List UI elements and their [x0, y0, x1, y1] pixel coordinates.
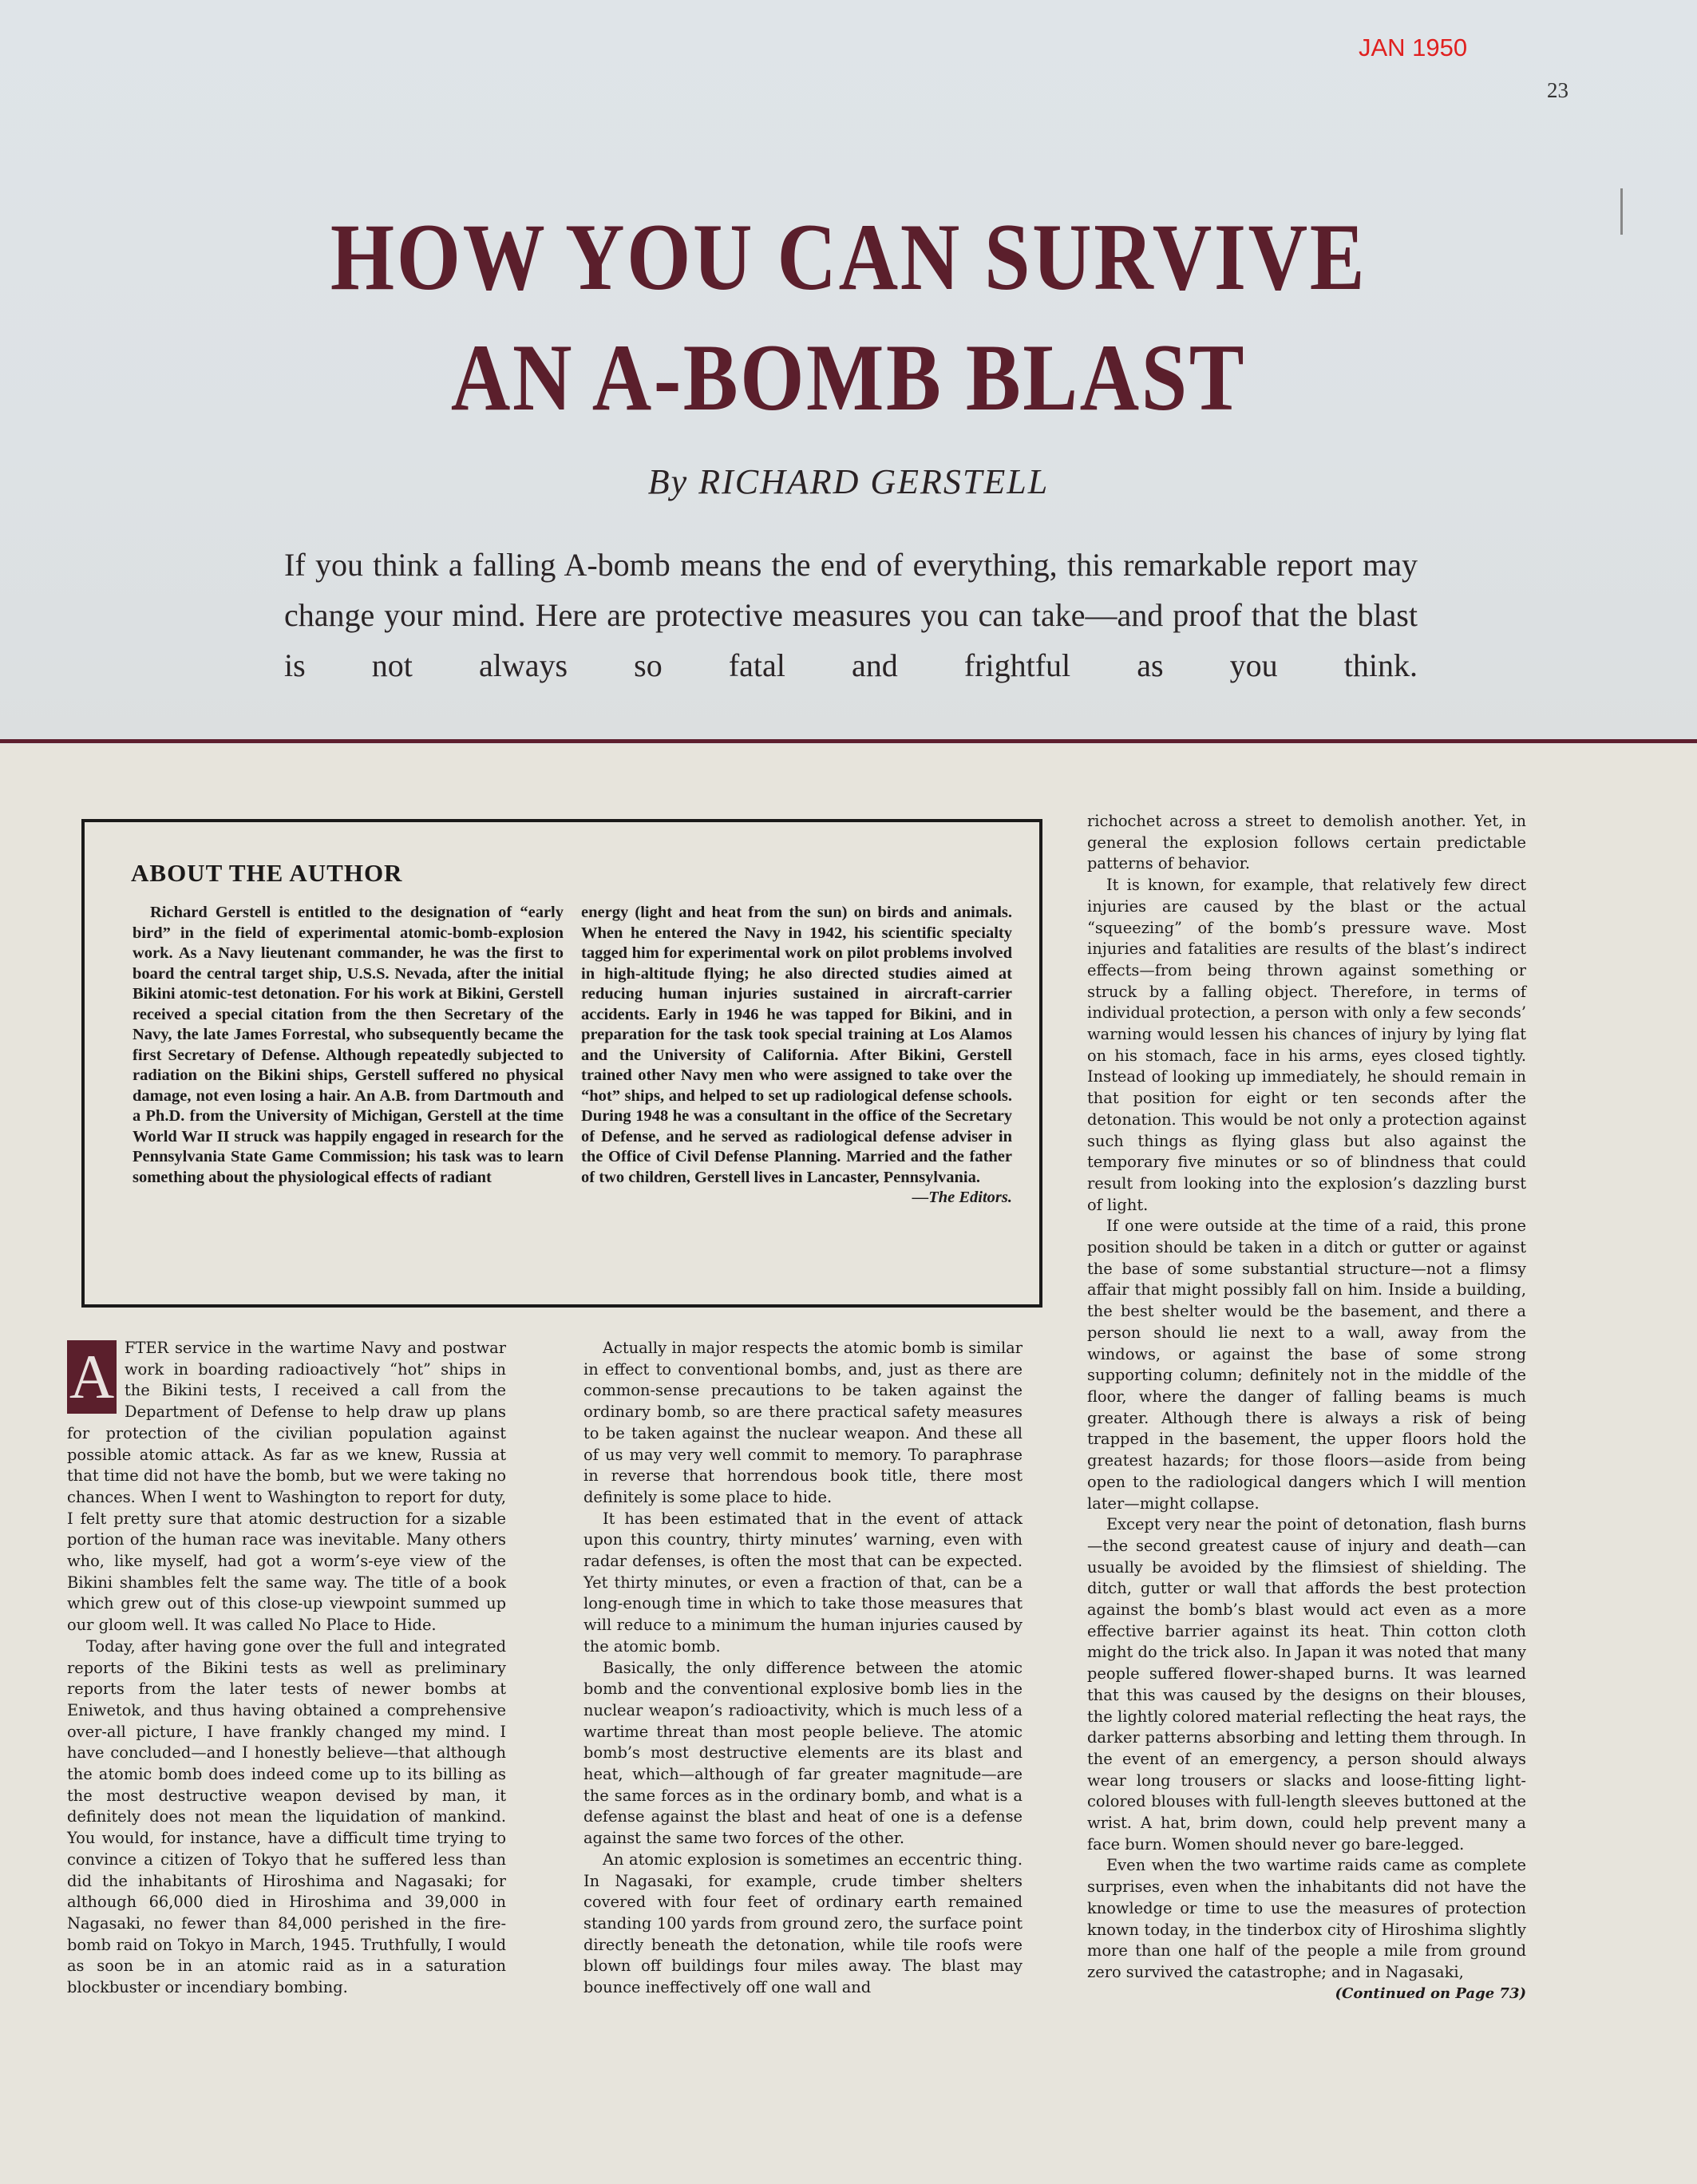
final-paragraph-text: Even when the two wartime raids came as complete surprises, even when the inhabitants did not have the knowledge or time to use the measures of protection known today, in the tinderbox city of Hiroshima slightly more than one half of the people a mile from ground zero survived the catastrophe; and in Nagasaki, — [1087, 1856, 1526, 1981]
article-paragraph: An atomic explosion is sometimes an eccentric thing. In Nagasaki, for example, crude timber shelters covered with four feet of ordinary earth remained standing 100 yards from ground zero, the surface point directly beneath the detonation, while tile roofs were blown off buildings four miles away. The blast may bounce ineffectively off one wall and — [583, 1850, 1023, 1997]
opening-paragraph-text: FTER service in the wartime Navy and postwar work in boarding radioactively “hot” ships in the Bikini tests, I received a call from the Department of Defense to help draw up plans for protection of the civilian population against possible atomic attack. As far as we knew, Russia at that time did not have the bomb, but we were taking no chances. When I went to Washington to report for duty, I felt pretty sure that atomic destruction for a sizable portion of the human race was inevitable. Many others who, like myself, had got a worm’s-eye view of the Bikini shambles felt the same way. The title of a book which grew out of this close-up viewpoint summed up our gloom well. It was called No Place to Hide. — [67, 1339, 506, 1635]
article-paragraph: richochet across a street to demolish another. Yet, in general the explosion follows certain predictable patterns of behavior. — [1087, 812, 1526, 873]
article-paragraph — [67, 1338, 506, 1636]
drop-cap: A — [67, 1340, 117, 1414]
scan-edge-mark — [1620, 188, 1623, 235]
article-column-left — [67, 1338, 506, 1999]
article-paragraph — [1087, 1855, 1526, 2002]
editors-signoff: —The Editors. — [912, 1189, 1012, 1206]
article-column-right — [1087, 811, 1526, 2004]
article-paragraph: It is known, for example, that relatively few direct injuries are caused by the blast or the actual “squeezing” of the bomb’s pressure wave. Most injuries and fatalities are results of the blast’s indirect effects—from being thrown against something or struck by a falling object. Therefore, in terms of individual protection, a person with only a few seconds’ warning would lessen his chances of injury by lying flat on his stomach, face in his arms, eyes closed tightly. Instead of looking up immediately, he should remain in that position for eight or ten seconds after the detonation. This would be not only a protection against such things as flying glass but also against the temporary five minutes or so of blindness that could result from looking into the explosion’s dazzling burst of light. — [1087, 876, 1526, 1214]
about-the-author-column-2-text: energy (light and heat from the sun) on birds and animals. When he entered the Navy in 1942, his scientific specialty tagged him for experimental work on pilot problems involved in high-altitude flying; he also directed studies aimed at reducing human injuries sustained in aircraft-carrier accidents. Early in 1946 he was tapped for Bikini, and in preparation for the task took special training at Los Alamos and the University of California. After Bikini, Gerstell trained other Navy men who were assigned to take over the “hot” ships, and helped to set up radiological defense schools. During 1948 he was a consultant in the office of the Secretary of Defense, and he served as radiological defense adviser in the Office of Civil Defense Planning. Married and the father of two children, Gerstell lives in Lancaster, Pennsylvania. — [581, 904, 1012, 1186]
byline: By RICHARD GERSTELL — [647, 462, 1050, 501]
about-the-author-column-1: Richard Gerstell is entitled to the designation of “early bird” in the field of experimental atomic-bomb-explosion work. As a Navy lieutenant commander, he was the first to board the central target ship, U.S.S. Nevada, after the initial Bikini atomic-test detonation. For his work at Bikini, Gerstell received a special citation from the then Secretary of the Navy, the late James Forrestal, who subsequently became the first Secretary of Defense. Although repeatedly subjected to radiation on the Bikini ships, Gerstell suffered no physical damage, not even losing a hair. An A.B. from Dartmouth and a Ph.D. from the University of Michigan, Gerstell at the time World War II struck was happily engaged in research for the Pennsylvania State Game Commission; his task was to learn something about the physiological effects of radiant — [133, 904, 564, 1186]
page-number: 23 — [1547, 78, 1568, 102]
article-title-line-1: HOW YOU CAN SURVIVE — [330, 204, 1367, 310]
article-paragraph: It has been estimated that in the event of attack upon this country, thirty minutes’ warning, even with radar defenses, is often the most that can be expected. Yet thirty minutes, or even a fraction of that, can be a long-enough time in which to take those measures that will reduce to a minimum the human injuries caused by the atomic bomb. — [583, 1509, 1023, 1656]
article-column-middle — [583, 1338, 1023, 1999]
article-paragraph: Except very near the point of detonation, flash burns—the second greatest cause of injury and death—can usually be avoided by the flimsiest of shielding. The ditch, gutter or wall that affords the best protection against the bomb’s blast would act even as a more effective barrier against its heat. Thin cotton cloth might do the trick also. In Japan it was noted that many people suffered flower-shaped burns. It was learned that this was caused by the designs on their blouses, the lightly colored material reflecting the heat rays, the darker patterns absorbing and letting them through. In the event of an emergency, a person should always wear long trousers or slacks and loose-fitting light-colored blouses with full-length sleeves buttoned at the wrist. A hat, brim down, could help prevent many a face burn. Women should never go bare-legged. — [1087, 1515, 1526, 1854]
article-paragraph: Basically, the only difference between the atomic bomb and the conventional explosive bomb lies in the nuclear weapon’s radioactivity, which is much less of a wartime threat than most people believe. The atomic bomb’s most destructive elements are its blast and heat, which—although of far greater magnitude—are the same forces as in the ordinary bomb, and what is a defense against the blast and heat of one is a defense against the same two forces of the other. — [583, 1658, 1023, 1848]
article-paragraph: If one were outside at the time of a raid, this prone position should be taken in a ditch or gutter or against the base of some substantial structure—not a flimsy affair that might possibly fall on him. Inside a building, the best shelter would be the basement, and there a person should lie next to a wall, away from the windows, or against the base of some strong supporting column; definitely not in the middle of the floor, where the danger of falling beams is much greater. Although there is always a risk of being trapped in the basement, the upper floors hold the greatest hazards; for those floors—aside from being open to the radiological dangers which I will mention later—might collapse. — [1087, 1217, 1526, 1513]
article-paragraph: Today, after having gone over the full and integrated reports of the Bikini tests as well as preliminary reports from the later tests of newer bombs at Eniwetok, and thus having obtained a comprehensive over-all picture, I have frankly changed my mind. I have concluded—and I honestly believe—that although the atomic bomb does indeed come up to its billing as the most destructive weapon devised by man, it definitely does not mean the liquidation of mankind. You would, for instance, have a difficult time trying to convince a citizen of Tokyo that he suffered less than did the inhabitants of Hiroshima and Nagasaki; for although 66,000 died in Hiroshima and 39,000 in Nagasaki, no fewer than 84,000 perished in the fire-bomb raid on Tokyo in March, 1945. Truthfully, I would as soon be in an atomic raid as in a saturation blockbuster or incendiary bombing. — [67, 1636, 506, 1997]
about-the-author-column-2 — [581, 903, 1012, 1209]
about-the-author-heading: ABOUT THE AUTHOR — [131, 859, 403, 887]
article-dek: If you think a falling A-bomb means the end of everything, this remarkable report may change your mind. Here are protective measures you can take—and proof that the blast is not always so fatal and frightful as you think. — [284, 547, 1418, 683]
header-divider-rule — [0, 739, 1697, 743]
continued-on-page-link[interactable]: (Continued on Page 73) — [1335, 1984, 1526, 2002]
article-title-line-2: AN A-BOMB BLAST — [450, 324, 1247, 430]
date-stamp: JAN 1950 — [1359, 34, 1468, 61]
article-paragraph: Actually in major respects the atomic bomb is similar in effect to conventional bombs, and, just as there are common-sense precautions to be taken against the ordinary bomb, so are there practical safety measures to be taken against the nuclear weapon. And these all of us may very well commit to memory. To paraphrase in reverse that horrendous book title, there most definitely is some place to hide. — [583, 1339, 1023, 1506]
